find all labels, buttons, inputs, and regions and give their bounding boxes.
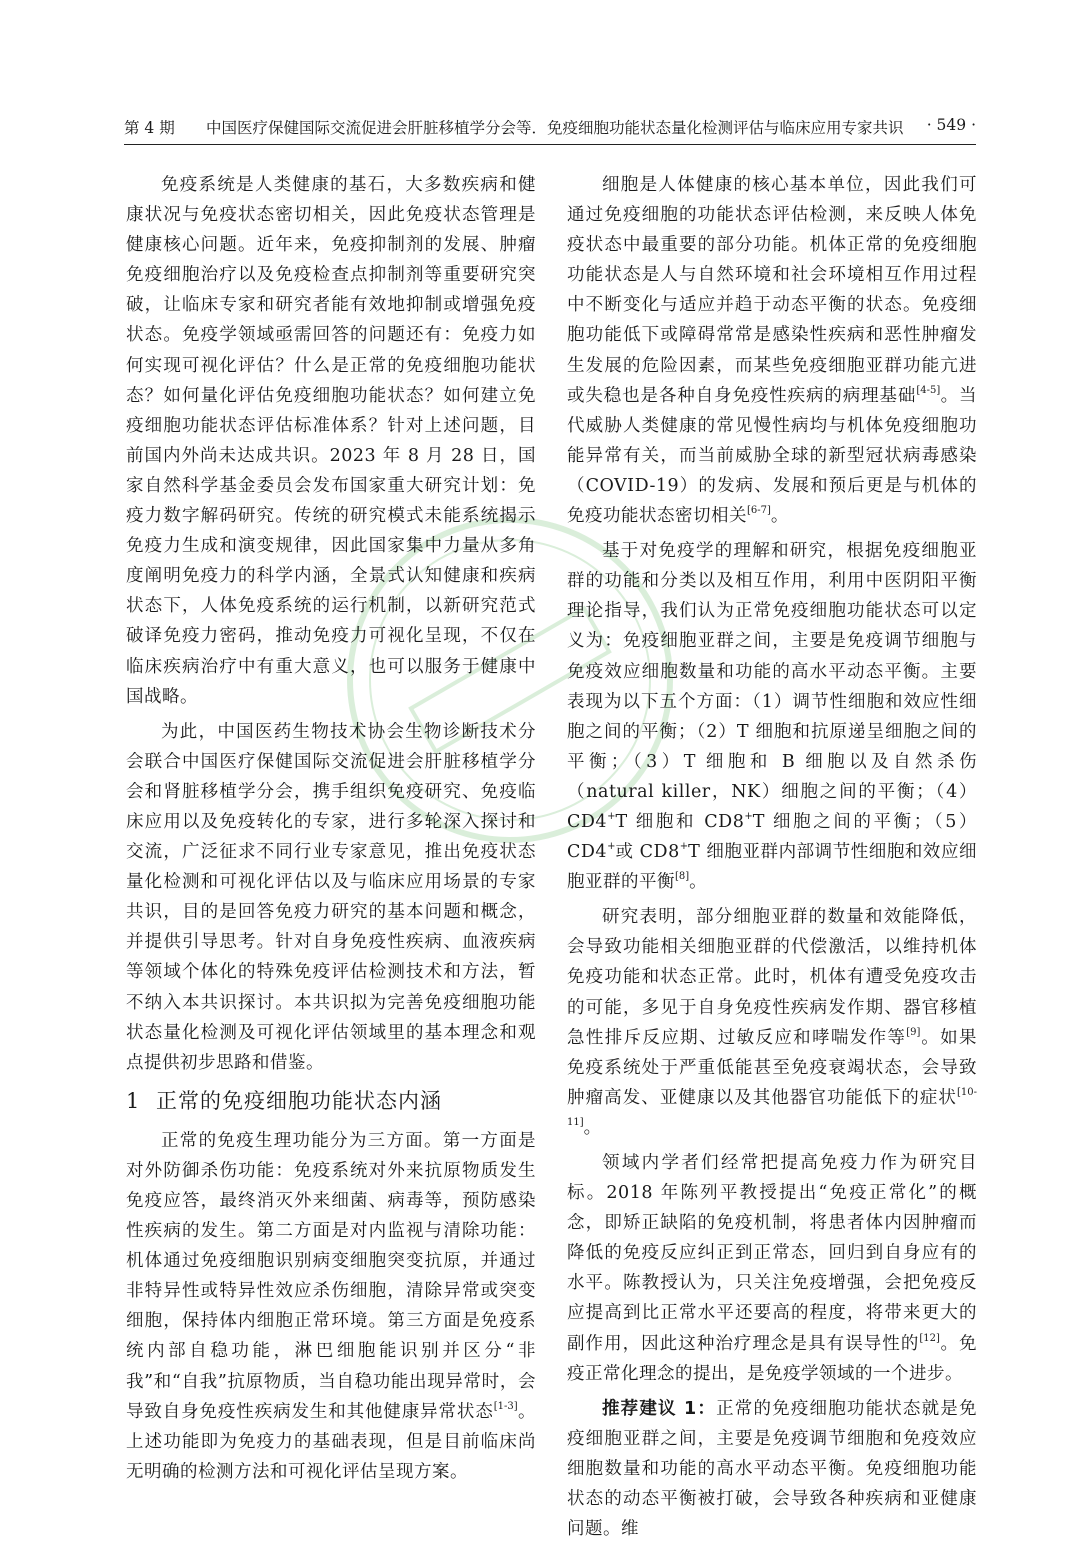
recommendation-paragraph: 推荐建议 1：正常的免疫细胞功能状态就是免疫细胞亚群之间，主要是免疫调节细胞和免疫效应细胞数量和功能的高水平动态平衡。免疫细胞功能状态的动态平衡被打破，会导致各种疾病和亚健康问题。维 — [567, 1398, 977, 1540]
normalization-paragraph: 领域内学者们经常把提高免疫力作为研究目标。2018 年陈列平教授提出“免疫正常化”的概念，即矫正缺陷的免疫机制，将患者体内因肿瘤而降低的免疫反应纠正到正常态，回归到自身应有的水平。陈教授认为，只关注免疫增强，会把免疫反应提高到比正常水平还要高的程度，将带来更大的副作用，因此这种治疗理念是具有误导性的[12]。免疫正常化理念的提出，是免疫学领域的一个进步。 — [567, 1153, 977, 1384]
immune-function-paragraph: 正常的免疫生理功能分为三方面。第一方面是对外防御杀伤功能：免疫系统对外来抗原物质发生免疫应答，最终消灭外来细菌、病毒等，预防感染性疾病的发生。第二方面是对内监视与清除功能：机体通过免疫细胞识别病变细胞突变抗原，并通过非特异性或特异性效应杀伤细胞，清除异常或突变细胞，保持体内细胞正常环境。第三方面是免疫系统内部自稳功能，淋巴细胞能识别并区分“非我”和“自我”抗原物质，当自稳功能出现异常时，会导致自身免疫性疾病发生和其他健康异常状态[1-3]。上述功能即为免疫力的基础表现，但是目前临床尚无明确的检测方法和可视化评估呈现方案。 — [126, 1130, 537, 1482]
right-column — [567, 170, 977, 1549]
issue-number: 第 4 期 — [124, 119, 175, 137]
citation: [1-3] — [493, 1400, 518, 1412]
citation: [12] — [919, 1332, 940, 1344]
citation: [8] — [675, 871, 690, 883]
superscript-plus: + — [744, 810, 753, 822]
page-number: · 549 · — [926, 116, 976, 134]
superscript-plus: + — [607, 841, 616, 853]
running-header — [124, 114, 976, 145]
cell-paragraph: 细胞是人体健康的核心基本单位，因此我们可通过免疫细胞的功能状态评估检测，来反映人体免疫状态中最重要的部分功能。机体正常的免疫细胞功能状态是人与自然环境和社会环境相互作用过程中不断变化与适应并趋于动态平衡的状态。免疫细胞功能低下或障碍常常是感染性疾病和恶性肿瘤发生发展的危险因素，而某些免疫细胞亚群功能亢进或失稳也是各种自身免疫性疾病的病理基础[4-5]。当代威胁人类健康的常见慢性病均与机体免疫细胞功能异常有关，而当前威胁全球的新型冠状病毒感染（COVID-19）的发病、发展和预后更是与机体的免疫功能状态密切相关[6-7]。 — [567, 175, 978, 527]
superscript-plus: + — [607, 810, 616, 822]
purpose-paragraph: 为此，中国医药生物技术协会生物诊断技术分会联合中国医疗保健国际交流促进会肝脏移植学分会和肾脏移植学分会，携手组织免疫研究、免疫临床应用以及免疫转化的专家，进行多轮深入探讨和交流，广泛征求不同行业专家意见，推出免疫状态量化检测和可视化评估以及与临床应用场景的专家共识，目的是回答免疫力研究的基本问题和概念，并提供引导思考。针对自身免疫性疾病、血液疾病等领域个体化的特殊免疫评估检测技术和方法，暂不纳入本共识探讨。本共识拟为完善免疫细胞功能状态量化检测及可视化评估领域里的基本理念和观点提供初步思路和借鉴。 — [126, 721, 536, 1073]
left-column — [126, 170, 536, 1492]
superscript-plus: + — [679, 841, 689, 853]
citation: [9] — [906, 1026, 921, 1038]
definition-paragraph: 基于对免疫学的理解和研究，根据免疫细胞亚群的功能和分类以及相互作用，利用中医阴阳平衡理论指导，我们认为正常免疫细胞功能状态可以定义为：免疫细胞亚群之间，主要是免疫调节细胞与免疫效应细胞数量和功能的高水平动态平衡。主要表现为以下五个方面：（1）调节性细胞和效应性细胞之间的平衡；（2）T 细胞和抗原递呈细胞之间的平衡；（3）T 细胞和 B 细胞以及自然杀伤（natural killer，NK）细胞之间的平衡；（4）CD4+T 细胞和 CD8+T 细胞之间的平衡；（5）CD4+或 CD8+T 细胞亚群内部调节性细胞和效应细胞亚群的平衡[8]。 — [567, 541, 978, 893]
section-title: 正常的免疫细胞功能状态内涵 — [156, 1088, 442, 1113]
citation: [6-7] — [747, 505, 771, 517]
citation: [10-11] — [567, 1086, 977, 1128]
research-paragraph: 研究表明，部分细胞亚群的数量和效能降低，会导致功能相关细胞亚群的代偿激活，以维持机体免疫功能和状态正常。此时，机体有遭受免疫攻击的可能，多见于自身免疫性疾病发作期、器官移植急性排斥反应期、过敏反应和哮喘发作等[9]。如果免疫系统处于严重低能甚至免疫衰竭状态，会导致肿瘤高发、亚健康以及其他器官功能低下的症状[10-11]。 — [567, 907, 977, 1138]
running-title: 中国医疗保健国际交流促进会肝脏移植学分会等．免疫细胞功能状态量化检测评估与临床应用专家共识 — [206, 119, 904, 137]
intro-paragraph: 免疫系统是人类健康的基石，大多数疾病和健康状况与免疫状态密切相关，因此免疫状态管理是健康核心问题。近年来，免疫抑制剂的发展、肿瘤免疫细胞治疗以及免疫检查点抑制剂等重要研究突破，让临床专家和研究者能有效地抑制或增强免疫状态。免疫学领域亟需回答的问题还有：免疫力如何实现可视化评估？什么是正常的免疫细胞功能状态？如何量化评估免疫细胞功能状态？如何建立免疫细胞功能状态评估标准体系？针对上述问题，目前国内外尚未达成共识。2023 年 8 月 28 日，国家自然科学基金委员会发布国家重大研究计划：免疫力数字解码研究。传统的研究模式未能系统揭示免疫力生成和演变规律，因此国家集中力量从多角度阐明免疫力的科学内涵，全景式认知健康和疾病状态下，人体免疫系统的运行机制，以新研究范式破译免疫力密码，推动免疫力可视化呈现，不仅在临床疾病治疗中有重大意义，也可以服务于健康中国战略。 — [126, 175, 536, 707]
section-heading — [126, 1084, 536, 1118]
citation: [4-5] — [916, 384, 941, 396]
recommendation-label: 推荐建议 1： — [602, 1398, 717, 1419]
section-number: 1 — [126, 1088, 141, 1113]
